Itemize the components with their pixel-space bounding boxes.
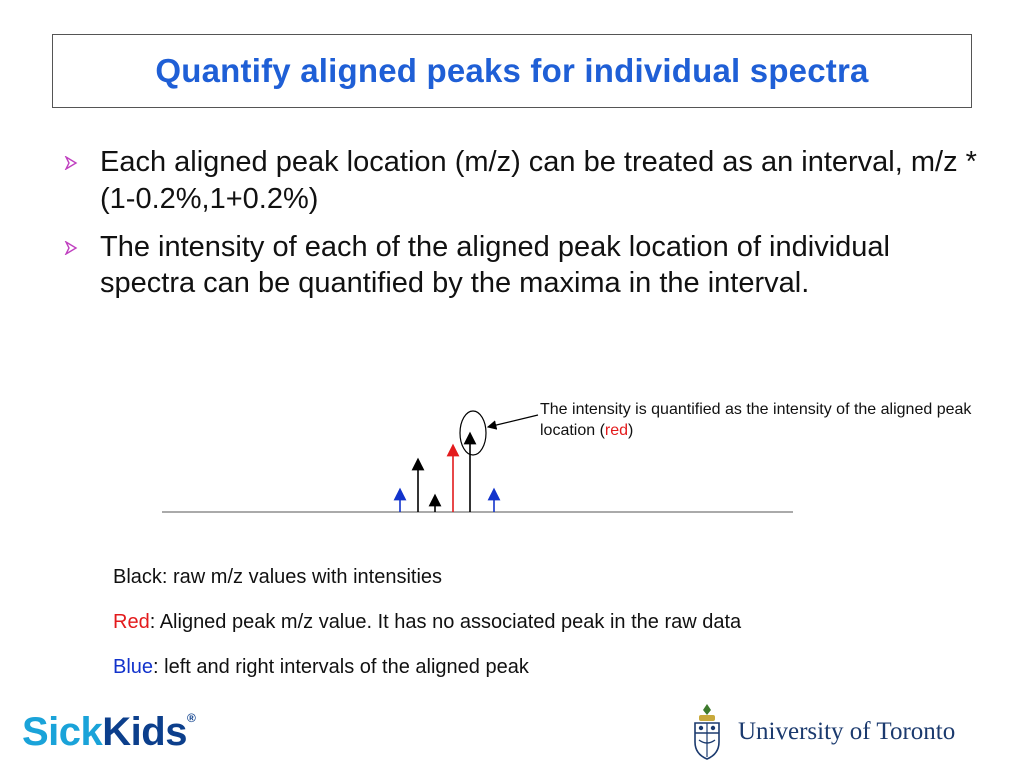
arrowhead-bullet-icon [64, 156, 78, 170]
legend-black [113, 566, 973, 590]
legend-red-rest: : Aligned peak m/z value. It has no associated peak in the raw data [149, 611, 742, 633]
legend-red [113, 611, 973, 635]
callout-pointer-arrow [488, 415, 538, 427]
legend-blue-word: Blue [113, 656, 154, 678]
legend-blue-rest: : left and right intervals of the aligned peak [153, 656, 529, 678]
peaks-group [400, 438, 494, 512]
sickkids-logo-kids: Kids [102, 710, 187, 754]
legend-black-text: Black: raw m/z values with intensities [113, 566, 443, 588]
title-box [52, 34, 972, 108]
legend [113, 566, 973, 701]
slide-title: Quantify aligned peaks for individual spectra [155, 52, 869, 89]
legend-red-word: Red [113, 611, 150, 633]
callout-highlight: red [604, 421, 629, 439]
bullet-item [62, 144, 982, 218]
legend-blue [113, 656, 973, 680]
university-crest-icon [690, 702, 724, 762]
highlight-ellipse [460, 411, 486, 455]
callout-text-before: The intensity is quantified as the intensity of the aligned peak location ( [540, 401, 972, 439]
sickkids-logo [22, 712, 195, 752]
sickkids-logo-mark: ® [186, 711, 196, 725]
callout-text-after: ) [628, 421, 634, 439]
sickkids-logo-sick: Sick [22, 710, 103, 754]
callout-text [540, 400, 980, 442]
uoft-logo-name: University of Toronto [738, 718, 956, 745]
bullet-text: The intensity of each of the aligned peak location of individual spectra can be quantified by the maxima in the interval. [100, 230, 890, 300]
bullet-list [62, 144, 982, 313]
bullet-text: Each aligned peak location (m/z) can be treated as an interval, m/z * (1-0.2%,1+0.2%) [100, 146, 977, 215]
bullet-item [62, 229, 982, 303]
uoft-logo [690, 702, 960, 762]
arrowhead-bullet-icon [64, 241, 78, 255]
